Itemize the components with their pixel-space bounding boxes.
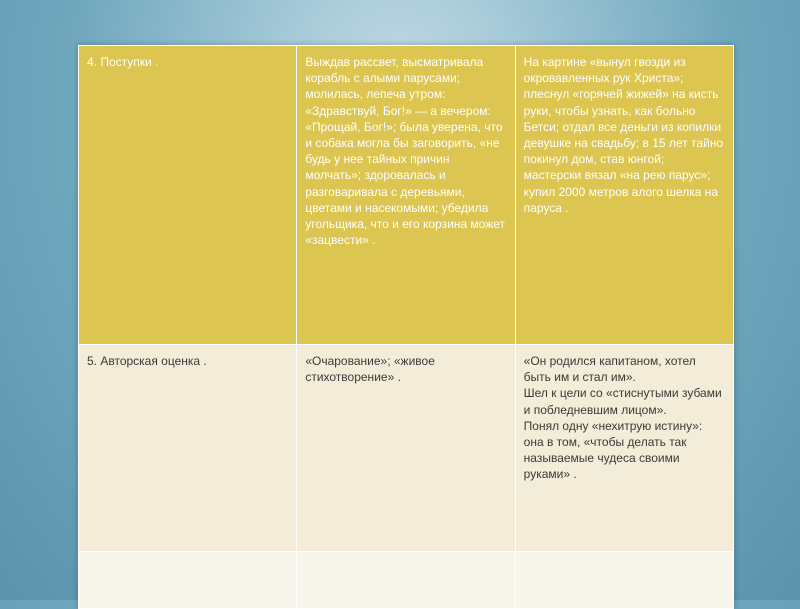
row-label-author-assessment: 5. Авторская оценка . bbox=[79, 345, 297, 552]
row-label-actions: 4. Поступки . bbox=[79, 46, 297, 345]
cell-grey-actions: На картине «вынул гвозди из окровавленных рук Христа»; плеснул «горячей жижей» на кисть руки, чтобы узнать, как больно Бетси; отдал все деньги из копилки девушке на свадьбу; в 15 лет тайно покинул дом, став юнгой; мастерски вязал «на рею парус»; купил 2000 метров алого шелка на паруса . bbox=[515, 46, 733, 345]
comparison-table bbox=[78, 45, 734, 609]
table-row-actions bbox=[79, 46, 734, 345]
cell-assol-actions: Выждав рассвет, высматривала корабль с алыми парусами; молилась, лепеча утром: «Здравствуй, Бог!» — а вечером: «Прощай, Бог!»; была уверена, что и собака могла бы заговорить, «не будь у нее тайных причин молчать»; здоровалась и разговаривала с деревьями, цветами и насекомыми; убедила угольщика, что и его корзина может «зацвести» . bbox=[297, 46, 515, 345]
cell-assol-assessment: «Очарование»; «живое стихотворение» . bbox=[297, 345, 515, 552]
table-row-author-assessment bbox=[79, 345, 734, 552]
cell-grey-assessment: «Он родился капитаном, хотел быть им и стал им». Шел к цели со «стиснутыми зубами и побледневшим лицом». Понял одну «нехитрую истину»: она в том, «чтобы делать так называемые чудеса своими руками» . bbox=[515, 345, 733, 552]
